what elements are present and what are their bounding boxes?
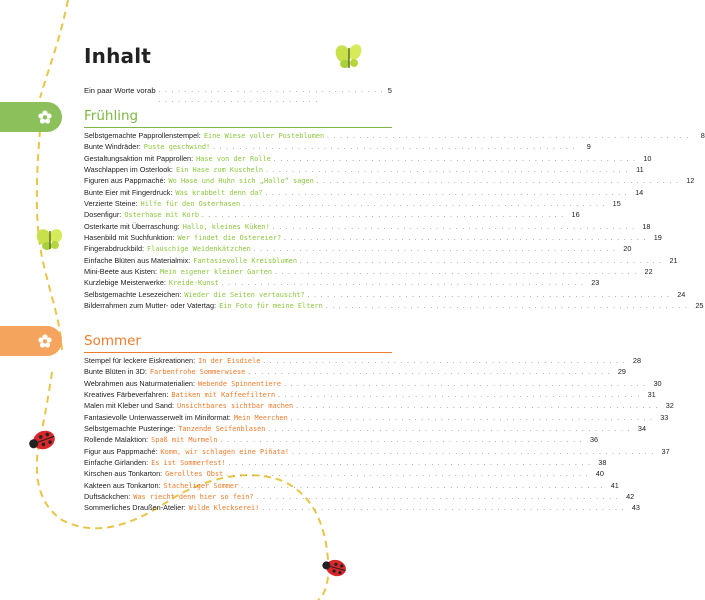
entry-page: 37 bbox=[661, 446, 670, 456]
entry-title: Stempel für leckere Eiskreationen: bbox=[84, 356, 196, 365]
leader-dots: . . . . . . . . . . . . . . . . . . . . . . . . . . . . . . . . . . . . . . . . . . . . . . . . . . . . . . . . bbox=[275, 270, 638, 277]
toc-entry[interactable] bbox=[84, 289, 686, 300]
entry-title: Selbstgemachte Lesezeichen: bbox=[84, 289, 182, 299]
leader-dots: . . . . . . . . . . . . . . . . . . . . . . . . . . . . . . . . . . . . . . . . . . . . . . . . . . . . . . . . bbox=[273, 156, 637, 163]
toc-entry[interactable] bbox=[84, 468, 604, 479]
leader-dots: . . . . . . . . . . . . . . . . . . . . . . . . . . . . . . . . . . . . . . . . . . . . . . . . . . . . . . . . bbox=[283, 381, 647, 388]
entry-subtitle: Ein Hase zum Kuscheln bbox=[175, 166, 264, 175]
leader-dots: . . . . . . . . . . . . . . . . . . . . . . . . . . . . . . . . . . . . . . . . . . . . . . . . . . . . . . . . bbox=[325, 304, 689, 311]
toc-entry[interactable] bbox=[84, 209, 580, 220]
toc-entry[interactable] bbox=[84, 446, 670, 457]
flower-icon bbox=[38, 110, 52, 124]
toc-entry[interactable] bbox=[84, 232, 662, 243]
entry-title: Bunte Windräder: bbox=[84, 142, 141, 152]
toc-entry[interactable] bbox=[84, 423, 647, 434]
toc-entry[interactable] bbox=[84, 175, 695, 186]
entry-subtitle: Spaß mit Murmeln bbox=[151, 436, 218, 445]
entry-page: 11 bbox=[636, 165, 644, 175]
entry-title: Einfache Girlanden: bbox=[84, 458, 149, 468]
leader-dots: . . . . . . . . . . . . . . . . . . . . . . . . . . . . . . . . . . . . . . . . . . . . . . . . . . . . . . . . bbox=[265, 190, 629, 197]
leader-dots: . . . . . . . . . . . . . . . . . . . . . . . . . . . . . . . . . . . . . . . . . . . . . . . . . . . . . . . . bbox=[221, 281, 585, 288]
entry-title: Figuren aus Pappmaché: bbox=[84, 176, 166, 186]
toc-entry[interactable] bbox=[84, 187, 644, 198]
entry-title: Einfache Blüten aus Materialmix: bbox=[84, 255, 191, 265]
entry-page: 9 bbox=[586, 142, 591, 152]
entry-title: Gestaltungsaktion mit Papprollen: bbox=[84, 153, 194, 163]
entry-page: 5 bbox=[387, 86, 392, 95]
entry-page: 40 bbox=[595, 469, 604, 479]
leader-dots: . . . . . . . . . . . . . . . . . . . . . . . . . . . . . . . . . . . . . . . . . . . . . . . . . . . . . . . . bbox=[262, 506, 625, 513]
entry-subtitle: Flauschige Weidenkätzchen bbox=[147, 245, 251, 254]
entry-page: 8 bbox=[700, 131, 705, 140]
entry-subtitle: Farbenfrohe Sommerwiese bbox=[149, 368, 246, 377]
dashed-path bbox=[40, 0, 68, 98]
entry-subtitle: Unsichtbares sichtbar machen bbox=[177, 402, 294, 411]
entry-page: 20 bbox=[623, 244, 632, 254]
entry-subtitle: Wo Hase und Huhn sich „Hallo“ sagen bbox=[168, 177, 314, 186]
entry-title: Rollende Malaktion: bbox=[84, 435, 149, 445]
entry-subtitle: Hase von der Rolle bbox=[196, 154, 271, 163]
entry-title: Mini-Beete aus Kisten: bbox=[84, 267, 158, 277]
butterfly-icon bbox=[333, 42, 364, 68]
toc-entry[interactable] bbox=[84, 153, 652, 164]
leader-dots: . . . . . . . . . . . . . . . . . . . . . . . . . . . . . . . . . . . . . . . . . . . . . . . . . . . . . . . . bbox=[248, 370, 611, 377]
section-heading-spring: Frühling bbox=[84, 108, 139, 124]
entry-page: 24 bbox=[677, 289, 686, 299]
entry-page: 23 bbox=[591, 278, 600, 288]
entry-title: Fantasievolle Unterwasserwelt im Miniformat: bbox=[84, 412, 231, 422]
entry-title: Ein paar Worte vorab bbox=[84, 86, 156, 95]
entry-title: Duftsäckchen: bbox=[84, 492, 131, 502]
entry-page: 29 bbox=[617, 367, 626, 377]
entry-subtitle: Stacheliger Sommer bbox=[163, 481, 239, 490]
leader-dots: . . . . . . . . . . . . . . . . . . . . . . . . . . . . . . . . . . . . . . . . . . . . . . . . . . . . . . . . bbox=[202, 213, 565, 220]
entry-subtitle: Tanzende Seifenblasen bbox=[178, 425, 266, 434]
entry-title: Bilderrahmen zum Mutter- oder Vatertag: bbox=[84, 301, 217, 311]
leader-dots: . . . . . . . . . . . . . . . . . . . . . . . . . . . . . . . . . . . . . . . . . . . . . . . . . . . . . . . . bbox=[213, 145, 576, 152]
entry-title: Sommerliches Draußen-Atelier: bbox=[84, 503, 186, 513]
ladybug-icon bbox=[26, 428, 57, 454]
entry-page: 31 bbox=[647, 390, 656, 400]
entry-page: 15 bbox=[612, 199, 621, 209]
entry-page: 12 bbox=[686, 176, 695, 186]
entry-title: Selbstgemachte Pusteringe: bbox=[84, 424, 176, 434]
entry-subtitle: Wilde Kleckserei! bbox=[188, 504, 260, 513]
toc-entry[interactable] bbox=[84, 243, 632, 254]
toc-entry[interactable] bbox=[84, 502, 640, 513]
toc-entry[interactable] bbox=[84, 300, 704, 311]
toc-entry[interactable] bbox=[84, 389, 656, 400]
entry-page: 16 bbox=[571, 210, 580, 220]
spring-tab bbox=[0, 102, 62, 132]
entry-subtitle: Komm, wir schlagen eine Piñata! bbox=[160, 447, 290, 456]
entry-title: Selbstgemachte Papprollenstempel: bbox=[84, 131, 201, 140]
entry-subtitle: Wer findet die Ostereier? bbox=[177, 234, 282, 243]
toc-entry[interactable] bbox=[84, 266, 653, 277]
ladybug-icon bbox=[320, 557, 347, 579]
toc-entry[interactable] bbox=[84, 366, 626, 377]
entry-page: 19 bbox=[653, 233, 662, 243]
leader-dots: . . . . . . . . . . . . . . . . . . . . . . . . . . . . . . . . . . . . . . . . . . . . . . . . . . . . . . . . bbox=[243, 202, 606, 209]
leader-dots: . . . . . . . . . . . . . . . . . . . . . . . . . . . . . . . . . . . . . . . . . . . . . . . . . . . . . . . . bbox=[290, 415, 654, 422]
toc-entry[interactable] bbox=[84, 198, 621, 209]
leader-dots: . . . . . . . . . . . . . . . . . . . . . . . . . . . . . . . . . . . . . . . . . . . . . . . . . . . . . . . . bbox=[284, 236, 647, 243]
entry-title: Bunte Eier mit Fingerdruck: bbox=[84, 187, 173, 197]
entry-title: Kirschen aus Tonkarton: bbox=[84, 469, 163, 479]
divider bbox=[84, 127, 392, 128]
leader-dots: . . . . . . . . . . . . . . . . . . . . . . . . . . . . . . . . . . . . . . . . . . . . . . . . . . . . . . . . bbox=[307, 292, 671, 299]
entry-subtitle: Gerolltes Obst bbox=[165, 470, 224, 479]
entry-subtitle: Fantasievolle Kreisblumen bbox=[193, 256, 297, 265]
summer-tab bbox=[0, 326, 62, 356]
entry-page: 34 bbox=[637, 424, 647, 434]
toc-entry[interactable] bbox=[84, 355, 642, 366]
toc-entry[interactable] bbox=[84, 457, 607, 468]
entry-title: Kreatives Färbeverfahren: bbox=[84, 390, 169, 400]
leader-dots: . . . . . . . . . . . . . . . . . . . . . . . . . . . . . . . . . . . . . . . . . . . . . . . . . . . . . . . . bbox=[263, 359, 627, 365]
entry-page: 28 bbox=[632, 356, 642, 365]
entry-page: 43 bbox=[631, 503, 640, 513]
entry-title: Fingerabdruckbild: bbox=[84, 244, 145, 254]
leader-dots: . . . . . . . . . . . . . . . . . . . . . . . . . . . . . . . . . . . . . . . . . . . . . . . . . . . . . . . . bbox=[299, 258, 663, 265]
intro-entry[interactable] bbox=[84, 86, 392, 106]
entry-title: Malen mit Kleber und Sand: bbox=[84, 401, 175, 411]
entry-subtitle: Es ist Sommerfest! bbox=[151, 459, 226, 468]
spring-entry-list bbox=[84, 130, 705, 312]
entry-page: 32 bbox=[665, 401, 674, 411]
leader-dots: . . . . . . . . . . . . . . . . . . . . . . . . . . . . . . . . . . . . . . . . . . . . . . . . . . . . . . . . bbox=[316, 179, 680, 186]
entry-subtitle: Mein eigener kleiner Garten bbox=[160, 268, 273, 277]
leader-dots: . . . . . . . . . . . . . . . . . . . . . . . . . . . . . . . . . . . . . . . . . . . . . . . . . . . . . . . . bbox=[272, 224, 636, 231]
entry-subtitle: Hallo, kleines Küken! bbox=[182, 222, 270, 231]
entry-page: 38 bbox=[598, 458, 607, 468]
toc-entry[interactable] bbox=[84, 378, 662, 389]
entry-title: Webrahmen aus Naturmaterialien: bbox=[84, 378, 195, 388]
leader-dots: . . . . . . . . . . . . . . . . . . . . . . . . . . . . . . . . . . . . . . . . . . . . . . . . . . . . . . . . bbox=[253, 247, 617, 254]
entry-title: Osterkarte mit Überraschung: bbox=[84, 221, 180, 231]
entry-subtitle: Wieder die Seiten vertauscht? bbox=[184, 290, 305, 299]
entry-title: Verzierte Steine: bbox=[84, 199, 138, 209]
leader-dots: . . . . . . . . . . . . . . . . . . . . . . . . . . . . . . . . . . . . . . . . . . . . . . . . . . . . . . . . bbox=[228, 461, 592, 468]
divider bbox=[84, 352, 392, 353]
leader-dots: . . . . . . . . . . . . . . . . . . . . . . . . . . . . . . . . . . . . . . . . . . . . . . . . . . . . . . . . bbox=[241, 483, 604, 490]
leader-dots: . . . . . . . . . . . . . . . . . . . . . . . . . . . . . . . . . . . . . . . . . . . . . . . . . . . . . . . . bbox=[292, 449, 655, 456]
entry-page: 30 bbox=[653, 378, 662, 388]
toc-entry[interactable] bbox=[84, 221, 651, 232]
summer-entry-list bbox=[84, 355, 674, 514]
leader-dots: . . . . . . . . . . . . . . . . . . . . . . . . . . . . . . . . . . . . . . . . . . . . . . . . . . . . . . . . bbox=[268, 427, 632, 434]
flower-icon bbox=[38, 334, 52, 348]
toc-entry[interactable] bbox=[84, 491, 635, 502]
entry-subtitle: Ein Foto für meine Eltern bbox=[219, 302, 323, 311]
leader-dots: . . . . . . . . . . . . . . . . . . . . . . . . . . . . . . . . . . . . . . . . . . . . . . . . . . . . . . . . bbox=[327, 134, 690, 140]
leader-dots: . . . . . . . . . . . . . . . . . . . . . . . . . . . . . . . . . . . . . . . . . . . . . . . . . . . . . . . . bbox=[220, 438, 584, 445]
toc-entry[interactable] bbox=[84, 434, 599, 445]
entry-title: Kurzlebige Meisterwerke: bbox=[84, 278, 166, 288]
entry-subtitle: Mein Meerchen bbox=[233, 413, 288, 422]
entry-title: Figur aus Pappmaché: bbox=[84, 446, 158, 456]
entry-subtitle: Batiken mit Kaffeefiltern bbox=[171, 391, 276, 400]
entry-subtitle: Kreide-Kunst bbox=[168, 279, 219, 288]
entry-title: Hasenbild mit Suchfunktion: bbox=[84, 233, 175, 243]
entry-subtitle: Eine Wiese voller Pusteblumen bbox=[203, 132, 325, 140]
toc-entry[interactable] bbox=[84, 130, 705, 141]
entry-title: Waschlappen im Osterlook: bbox=[84, 165, 173, 175]
toc-entry[interactable] bbox=[84, 255, 678, 266]
entry-page: 22 bbox=[644, 267, 653, 277]
entry-page: 21 bbox=[669, 255, 678, 265]
entry-page: 14 bbox=[635, 187, 644, 197]
entry-subtitle: Osterhase mit Korb bbox=[124, 211, 200, 220]
entry-page: 10 bbox=[643, 153, 652, 163]
leader-dots: . . . . . . . . . . . . . . . . . . . . . . . . . . . . . . . . . . . . . . . . . . . . . . . . . . . . . . . . bbox=[226, 472, 589, 479]
entry-page: 41 bbox=[610, 480, 619, 490]
toc-entry[interactable] bbox=[84, 141, 591, 152]
page-title: Inhalt bbox=[84, 44, 152, 68]
entry-subtitle: Webende Spinnentiere bbox=[198, 379, 281, 388]
leader-dots: . . . . . . . . . . . . . . . . . . . . . . . . . . . . . . . . . . . . . . . . . . . . . . . . . . . . . . . . bbox=[266, 168, 629, 175]
entry-page: 25 bbox=[695, 301, 704, 311]
entry-page: 42 bbox=[626, 492, 635, 502]
leader-dots: . . . . . . . . . . . . . . . . . . . . . . . . . . . . . . . . . . . . . . . . . . . . . . . . . . . . . . . . . . . . bbox=[158, 88, 385, 104]
toc-entry[interactable] bbox=[84, 400, 674, 411]
entry-title: Kakteen aus Tonkarton: bbox=[84, 480, 161, 490]
entry-subtitle: Hilfe für den Osterhasen bbox=[140, 200, 241, 209]
leader-dots: . . . . . . . . . . . . . . . . . . . . . . . . . . . . . . . . . . . . . . . . . . . . . . . . . . . . . . . . bbox=[256, 495, 620, 502]
entry-subtitle: In der Eisdiele bbox=[198, 357, 261, 365]
entry-title: Bunte Blüten in 3D: bbox=[84, 367, 147, 377]
entry-page: 36 bbox=[590, 435, 599, 445]
leader-dots: . . . . . . . . . . . . . . . . . . . . . . . . . . . . . . . . . . . . . . . . . . . . . . . . . . . . . . . . bbox=[296, 404, 659, 411]
toc-entry[interactable] bbox=[84, 480, 619, 491]
toc-entry[interactable] bbox=[84, 164, 644, 175]
entry-subtitle: Was krabbelt denn da? bbox=[175, 188, 263, 197]
entry-title: Dosenfigur: bbox=[84, 210, 122, 220]
entry-subtitle: Puste geschwind! bbox=[143, 143, 211, 152]
leader-dots: . . . . . . . . . . . . . . . . . . . . . . . . . . . . . . . . . . . . . . . . . . . . . . . . . . . . . . . . bbox=[278, 393, 641, 400]
section-heading-summer: Sommer bbox=[84, 333, 141, 349]
entry-page: 33 bbox=[660, 412, 669, 422]
entry-subtitle: Was riecht denn hier so fein? bbox=[133, 493, 254, 502]
entry-page: 18 bbox=[642, 221, 651, 231]
toc-entry[interactable] bbox=[84, 277, 600, 288]
toc-entry[interactable] bbox=[84, 412, 669, 423]
